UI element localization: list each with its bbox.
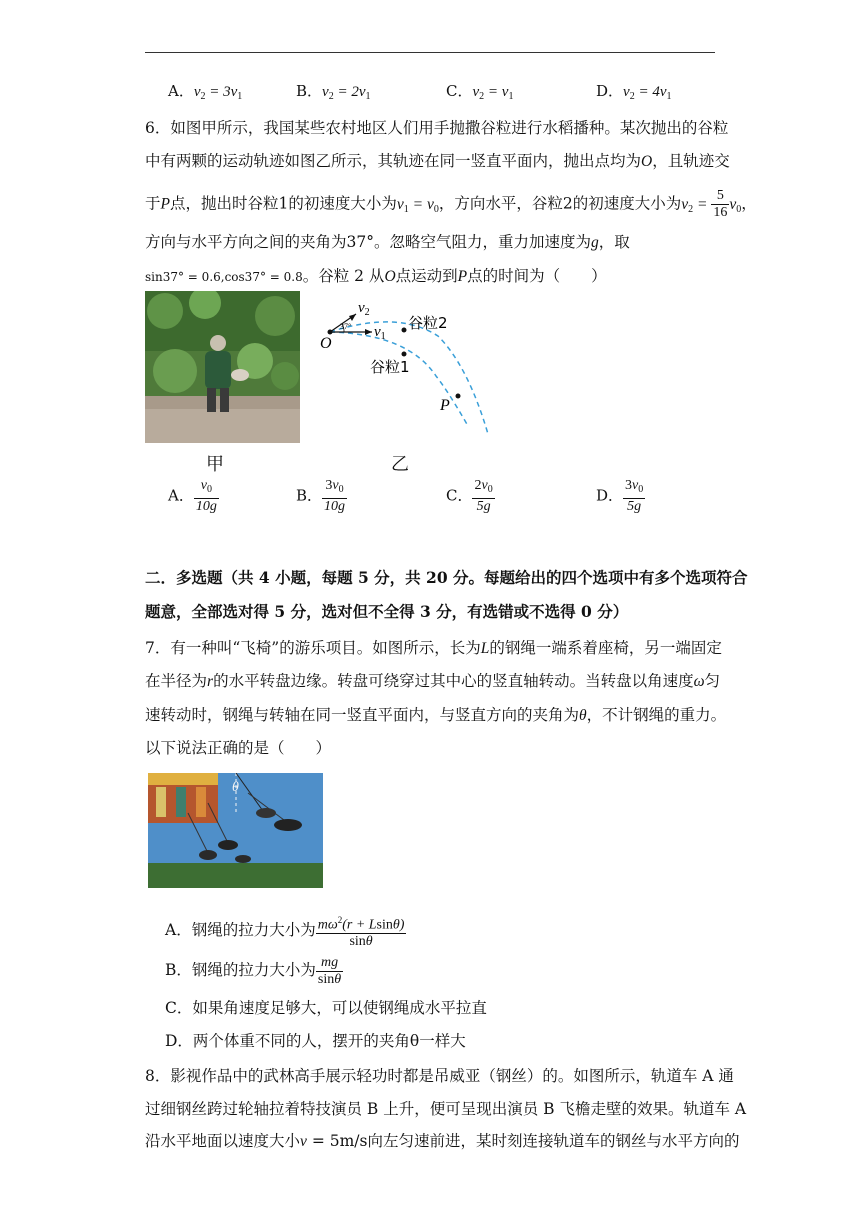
q6-option-d[interactable]: D． $\frac{3v_0}{5g}$	[596, 478, 644, 514]
q7-line-4: 以下说法正确的是（ ）	[145, 739, 332, 757]
label-grain-2: 谷粒2	[408, 314, 448, 332]
label-point-p: P	[440, 397, 450, 414]
section-2-heading-line-1: 二．多选题（共 4 小题，每题 5 分，共 20 分。每题给出的四个选项中有多个选项符合	[145, 568, 748, 587]
q7-line-3: 速转动时，钢绳与转轴在同一竖直平面内，与竖直方向的夹角为θ，不计钢绳的重力。	[145, 706, 727, 724]
q6-option-a[interactable]: A． $\frac{v_0}{10g}$	[168, 478, 217, 514]
header-rule	[145, 52, 715, 53]
q7-line-2: 在半径为r的水平转盘边缘。转盘可绕穿过其中心的竖直轴转动。当转盘以角速度ω匀	[145, 672, 721, 690]
q7-option-a[interactable]: A．钢绳的拉力大小为 $\frac{m\omega^2(r + Lsin\theta)}{\sin\theta}$	[165, 910, 406, 950]
q6-line-2: 中有两颗的运动轨迹如图乙所示，其轨迹在同一竖直平面内，抛出点均为O，且轨迹交	[145, 152, 730, 170]
q7-line-1: 7．有一种叫“飞椅”的游乐项目。如图所示，长为L的钢绳一端系着座椅，另一端固定	[145, 639, 722, 657]
label-v1: $v_1$	[374, 324, 386, 342]
q8-line-2: 过细钢丝跨过轮轴拉着特技演员 B 上升，便可呈现出演员 B 飞檐走壁的效果。轨道车 A	[145, 1100, 747, 1118]
q7-option-b[interactable]: B．钢绳的拉力大小为 $\frac{mg}{\sin\theta}$	[165, 954, 342, 987]
q6-line-4: 方向与水平方向之间的夹角为37°。忽略空气阻力，重力加速度为g，取	[145, 233, 630, 251]
label-angle: 37°	[340, 322, 352, 331]
label-grain-1: 谷粒1	[370, 358, 410, 376]
q6-line-5: sin37° = 0.6,cos37° = 0.8。谷粒 2 从O点运动到P点的时间为（ ）	[145, 267, 607, 285]
q8-line-1: 8．影视作品中的武林高手展示轻功时都是吊威亚（钢丝）的。如图所示，轨道车 A 通	[145, 1067, 734, 1085]
q7-option-d[interactable]: D．两个体重不同的人，摆开的夹角θ一样大	[165, 1032, 466, 1050]
label-v2: $v_2$	[358, 300, 370, 318]
q8-line-3: 沿水平地面以速度大小v = 5m/s向左匀速前进，某时刻连接轨道车的钢丝与水平方向的	[145, 1132, 740, 1150]
q5-option-a[interactable]: A．$v_2 = 3v_1$	[168, 82, 243, 102]
q6-line-3: 于P点，抛出时谷粒1的初速度大小为$v_1 = v_0$，方向水平，谷粒2的初速度大小为$v_2$ = $\frac{5}{16}$ $v_0$，	[145, 188, 757, 220]
q5-option-d[interactable]: D．$v_2 = 4v_1$	[596, 82, 672, 102]
swing-ride-photo	[148, 773, 323, 888]
q5-option-c[interactable]: C．$v_2 = v_1$	[446, 82, 514, 102]
label-theta: θ	[232, 780, 239, 795]
label-origin-o: O	[320, 335, 332, 352]
figure-caption-jia: 甲	[206, 454, 224, 475]
farmer-photo	[145, 291, 300, 443]
q6-line-1: 6．如图甲所示，我国某些农村地区人们用手抛撒谷粒进行水稻播种。某次抛出的谷粒	[145, 119, 729, 137]
trajectory-diagram	[318, 296, 498, 441]
q6-option-c[interactable]: C． $\frac{2v_0}{5g}$	[446, 478, 493, 514]
figure-caption-yi: 乙	[391, 454, 409, 475]
section-2-heading-line-2: 题意，全部选对得 5 分，选对但不全得 3 分，有选错或不选得 0 分）	[145, 602, 629, 621]
q6-option-b[interactable]: B． $\frac{3v_0}{10g}$	[296, 478, 346, 514]
q7-option-c[interactable]: C．如果角速度足够大，可以使钢绳成水平拉直	[165, 999, 487, 1017]
q5-option-b[interactable]: B．$v_2 = 2v_1$	[296, 82, 371, 102]
